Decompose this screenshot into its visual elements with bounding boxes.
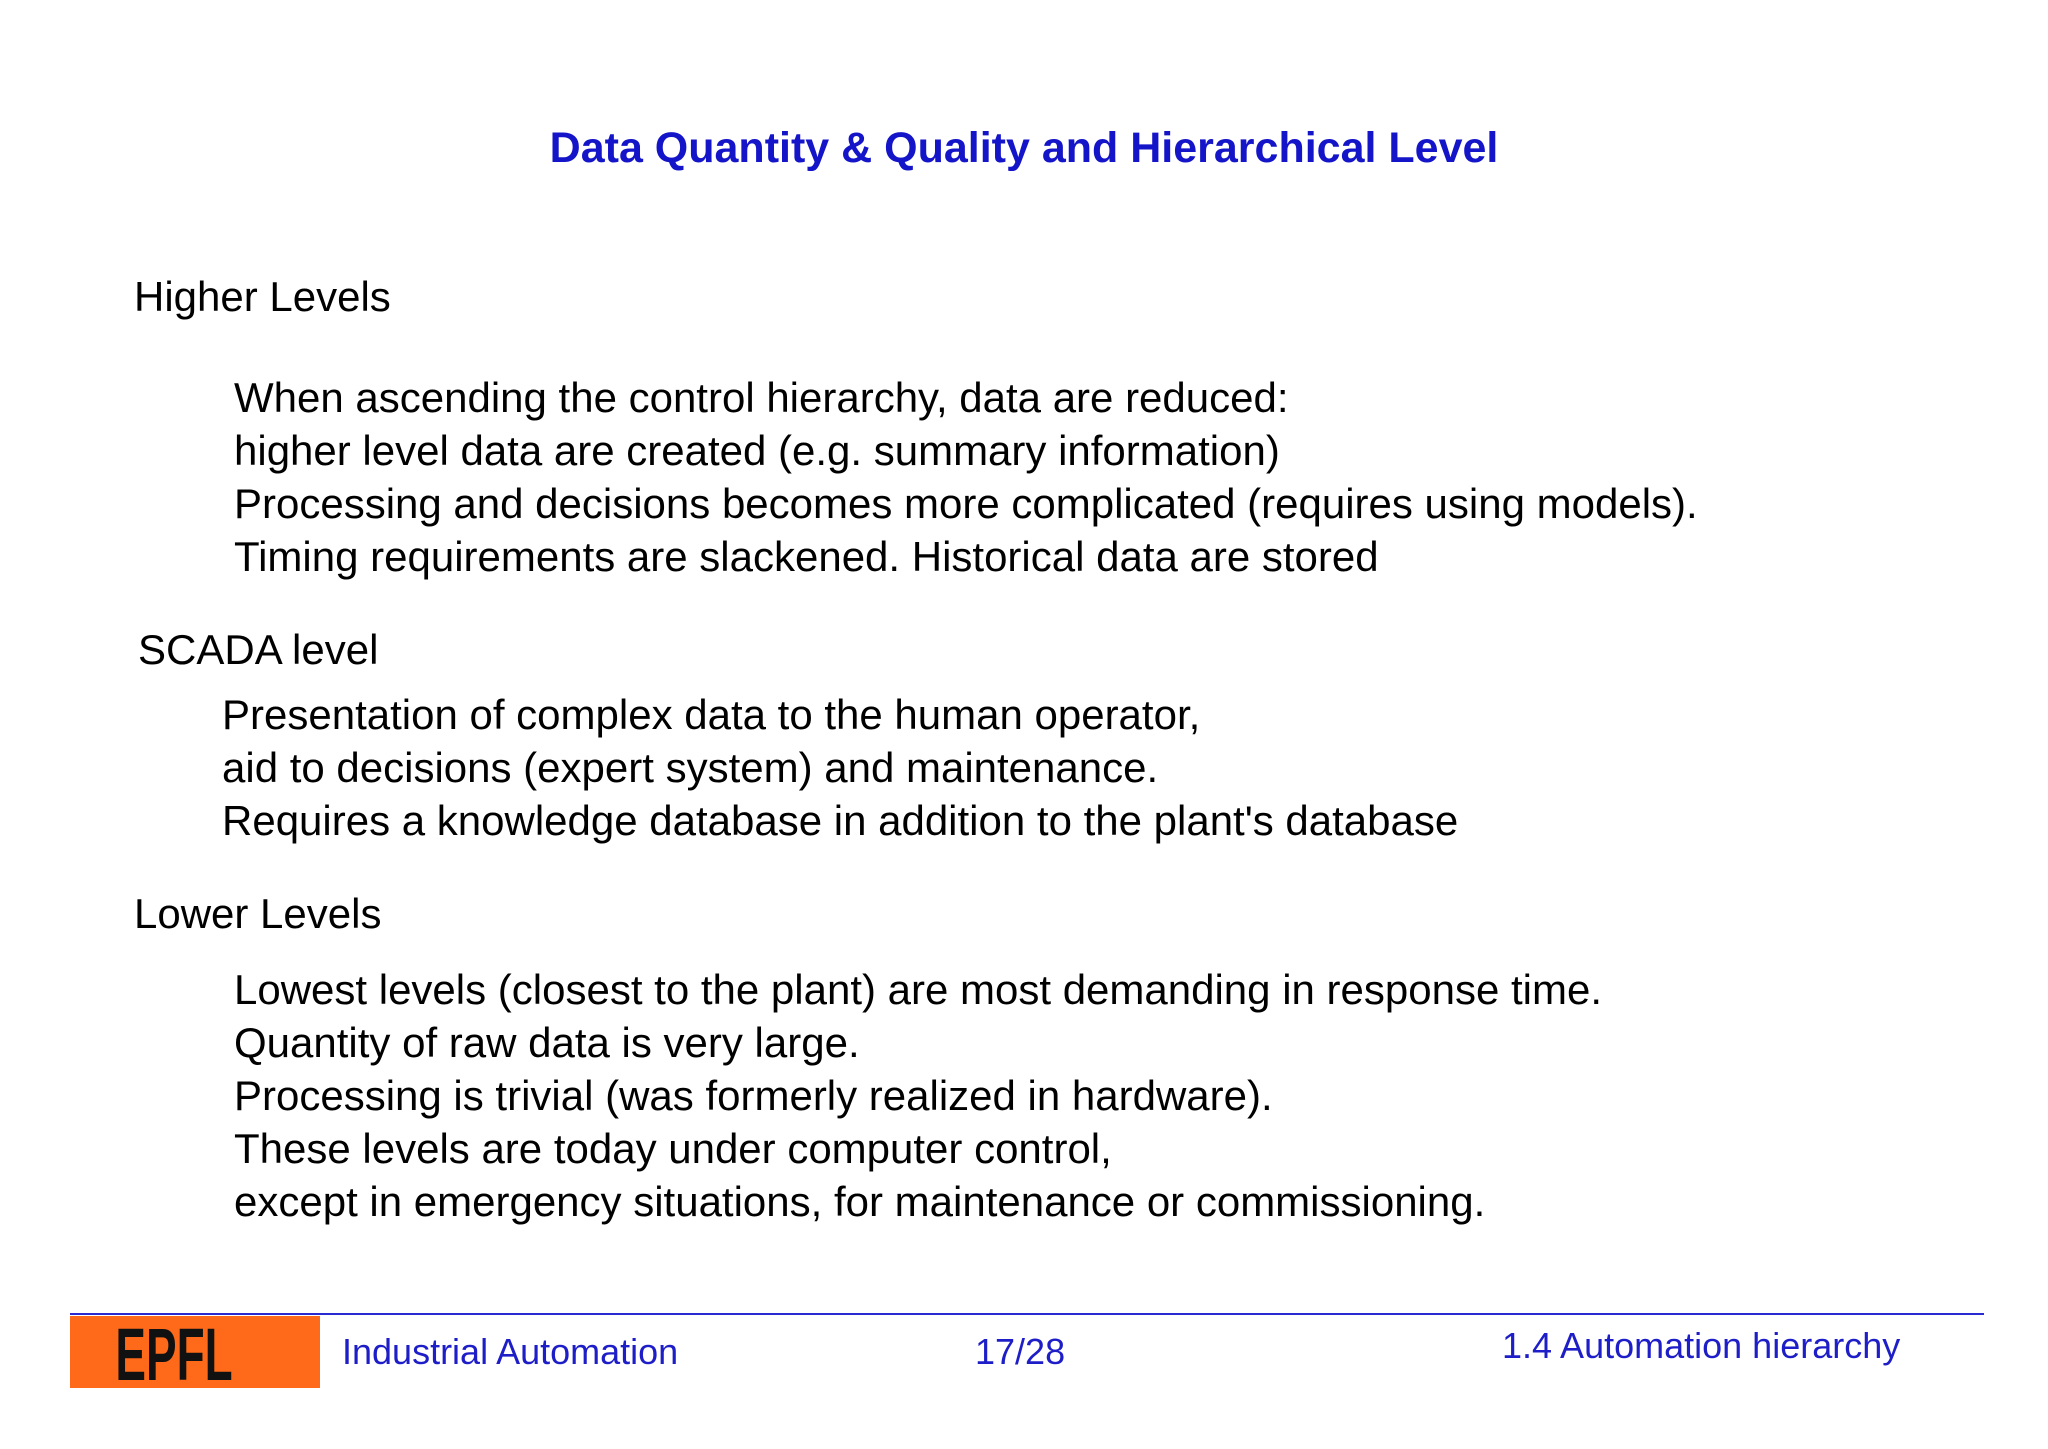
footer-course-name: Industrial Automation <box>342 1331 679 1372</box>
slide-title: Data Quantity & Quality and Hierarchical Level <box>549 124 1499 172</box>
section-body-scada-level <box>222 688 1458 847</box>
footer-chapter: 1.4 Automation hierarchy <box>1502 1325 1901 1366</box>
text-line: aid to decisions (expert system) and maintenance. <box>222 744 1159 791</box>
footer-divider <box>70 1313 1984 1315</box>
text-line: Processing is trivial (was formerly realized in hardware). <box>234 1072 1273 1119</box>
text-line: When ascending the control hierarchy, data are reduced: <box>234 374 1289 421</box>
section-heading-higher-levels: Higher Levels <box>134 273 391 320</box>
text-line: except in emergency situations, for maintenance or commissioning. <box>234 1178 1486 1225</box>
text-line: Requires a knowledge database in addition to the plant's database <box>222 797 1459 844</box>
section-body-lower-levels <box>234 963 1602 1228</box>
text-line: Timing requirements are slackened. Historical data are stored <box>234 533 1379 580</box>
text-line: higher level data are created (e.g. summary information) <box>234 427 1280 474</box>
footer-page-number: 17/28 <box>975 1331 1066 1372</box>
text-line: Lowest levels (closest to the plant) are most demanding in response time. <box>234 966 1603 1013</box>
text-line: Quantity of raw data is very large. <box>234 1019 860 1066</box>
text-line: Processing and decisions becomes more complicated (requires using models). <box>234 480 1698 527</box>
epfl-logo-text: EPFL <box>115 1316 233 1388</box>
section-heading-scada-level: SCADA level <box>138 626 379 673</box>
section-heading-lower-levels: Lower Levels <box>134 890 382 937</box>
epfl-logo <box>70 1316 320 1388</box>
text-line: These levels are today under computer control, <box>234 1125 1112 1172</box>
section-body-higher-levels <box>234 371 1698 583</box>
text-line: Presentation of complex data to the human operator, <box>222 691 1201 738</box>
